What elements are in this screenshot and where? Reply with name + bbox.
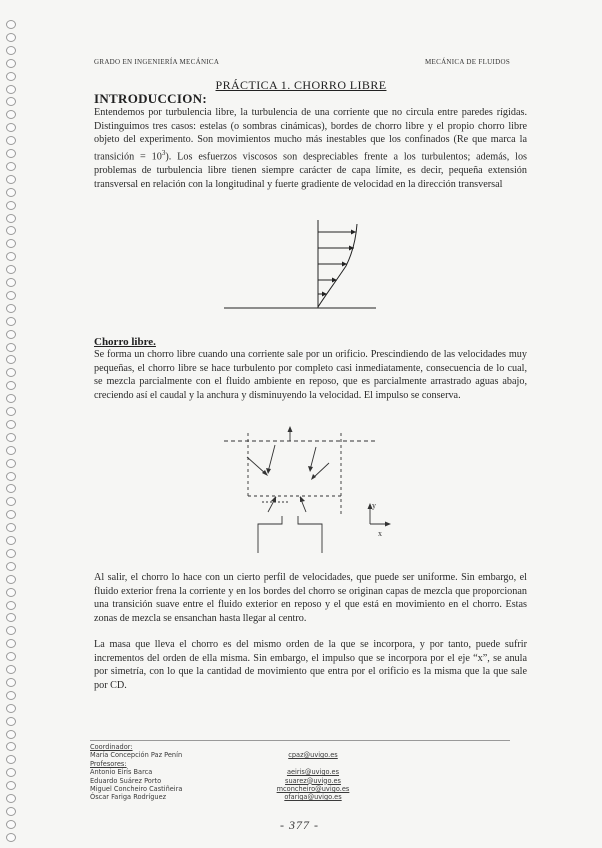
profesores-label: Profesores: xyxy=(90,759,127,768)
footer-staff xyxy=(90,743,182,802)
header-subject: MECÁNICA DE FLUIDOS xyxy=(425,58,511,66)
profesor-email[interactable]: ofariga@uvigo.es xyxy=(284,793,342,802)
profesor-name: Antonio Eirís Barca xyxy=(90,768,153,777)
profesor-email[interactable]: suarez@uvigo.es xyxy=(285,776,341,785)
footer-emails xyxy=(268,743,358,802)
coordinador-email[interactable]: cpaz@uvigo.es xyxy=(288,751,338,760)
chorro-paragraph-2: Al salir, el chorro lo hace con un cierto perfil de velocidades, que puede ser uniforme. Sin embargo, el fluido exterior frena la corriente y en los bordes del chorro se originan capas de mezcla que proporcionan una transición suave entre el fluido exterior en reposo y el que está en movimiento en el chorro. Estas zonas de mezcla se ensanchan hasta llegar al centro. xyxy=(94,572,527,625)
coordinador-label: Coordinador: xyxy=(90,743,133,751)
chorro-paragraph-3: La masa que lleva el chorro es del mismo orden de la que se incorpora, y por tanto, puede sufrir incrementos del orden de ella misma. Sin embargo, el impulso que se incorpora por el eje “x”, se anula por simetría, con lo que la cantidad de movimiento que entra por el orificio es la misma que la que sale por CD. xyxy=(94,639,527,692)
profesor-email[interactable]: mconcheiro@uvigo.es xyxy=(276,785,350,793)
page-number: - 377 - xyxy=(280,818,319,832)
x-axis-label: x xyxy=(378,529,382,538)
footer-divider xyxy=(90,740,510,741)
header-course: GRADO EN INGENIERÍA MECÁNICA xyxy=(94,58,220,66)
intro-heading: INTRODUCCION: xyxy=(94,91,207,106)
profesor-name: Óscar Fariga Rodríguez xyxy=(90,793,167,802)
y-axis-label: y xyxy=(372,501,376,510)
page-title: PRÁCTICA 1. CHORRO LIBRE xyxy=(215,78,387,92)
intro-paragraph: Entendemos por turbulencia libre, la turbulencia de una corriente que no circula entre paredes rígidas. Distinguimos tres casos: estelas (o sombras cinámicas), bordes de chorro libre y el propio chorro libre objeto del experimento. Son movimientos mucho más inestables que los confinados (Re que marca la transición = $10^3$). Los esfuerzos viscosos son despreciables frente a los turbulentos; además, los problemas de turbulencia libre tienen siempre carácter de capa límite, es decir, pequeña extensión transversal en relación con la longitudinal y fuerte gradiente de velocidad en la dirección transversal xyxy=(94,107,527,190)
profesor-name: Eduardo Suárez Porto xyxy=(90,776,162,785)
chorro-heading: Chorro libre. xyxy=(94,336,156,348)
chorro-paragraph-1: Se forma un chorro libre cuando una corriente sale por un orificio. Prescindiendo de las velocidades muy pequeñas, el chorro libre se hace turbulento por completo casi inmediatamente, consecuencia de lo cual, se mezcla parcialmente con el fluido ambiente en reposo, que es parcialmente arrastrado aguas abajo, creciendo así el caudal y la anchura y disminuyendo la velocidad. El impulso se conserva. xyxy=(94,349,527,402)
coordinador-name: María Concepción Paz Penín xyxy=(90,751,183,760)
profesor-email[interactable]: aeiris@uvigo.es xyxy=(286,768,340,777)
profesor-name: Miguel Concheiro Castiñeira xyxy=(90,785,183,794)
